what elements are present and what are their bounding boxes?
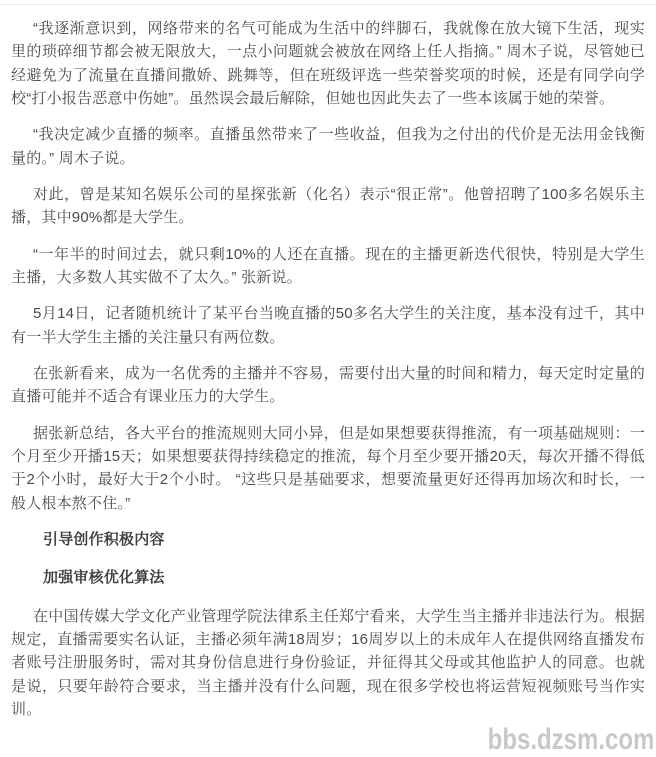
article-paragraph: “我决定减少直播的频率。直播虽然带来了一些收益，但我为之付出的代价是无法用金钱衡量的。” 周木子说。 [11,126,645,167]
section-heading: 加强审核优化算法 [43,569,165,587]
article-paragraph: 据张新总结，各大平台的推流规则大同小异，但是如果想要获得推流，有一项基础规则：一个月至少开播15天；如果想要获得持续稳定的推流，每个月至少要开播20天，每次开播不得低于2个小时，最好大于2个小时。 “这些只是基础要求，想要流量更好还得再加场次和时长，一般人根本熬不住。” [11,424,645,512]
section-heading: 引导创作积极内容 [43,530,165,548]
article-paragraph: “一年半的时间过去，就只剩10%的人还在直播。现在的主播更新迭代很快，特别是大学生主播，大多数人其实做不了太久。” 张新说。 [11,245,645,286]
article-body [11,17,645,734]
article-paragraph: 5月14日，记者随机统计了某平台当晚直播的50多名大学生的关注度，基本没有过千，其中有一半大学生主播的关注量只有两位数。 [11,305,645,346]
article-paragraph: 在张新看来，成为一名优秀的主播并不容易，需要付出大量的时间和精力，每天定时定量的直播可能并不适合有课业压力的大学生。 [11,364,645,406]
top-divider [0,4,656,5]
article-paragraph: “我逐渐意识到，网络带来的名气可能成为生活中的绊脚石，我就像在放大镜下生活，现实里的琐碎细节都会被无限放大，一点小问题就会被放在网络上任人指摘。” 周木子说，尽管她已经避免为了流量在直播间撒娇、跳舞等，但在班级评选一些荣誉奖项的时候，还是有同学向学校“打小报告恶意中伤她”。虽然误会最后解除，但她也因此失去了一些本该属于她的荣誉。 [11,20,645,107]
article-paragraph: 在中国传媒大学文化产业管理学院法律系主任郑宁看来，大学生当主播并非违法行为。根据规定，直播需要实名认证，主播必须年满18周岁；16周岁以上的未成年人在提供网络直播发布者账号注册服务时，需对其身份信息进行身份验证，并征得其父母或其他监护人的同意。也就是说，只要年龄符合要求，当主播并没有什么问题，现在很多学校也将运营短视频账号当作实训。 [11,607,645,718]
watermark-text: bbs.dzsm.com [487,723,654,756]
article-paragraph: 对此，曾是某知名娱乐公司的星探张新（化名）表示“很正常”。他曾招聘了100多名娱乐主播，其中90%都是大学生。 [11,185,645,227]
